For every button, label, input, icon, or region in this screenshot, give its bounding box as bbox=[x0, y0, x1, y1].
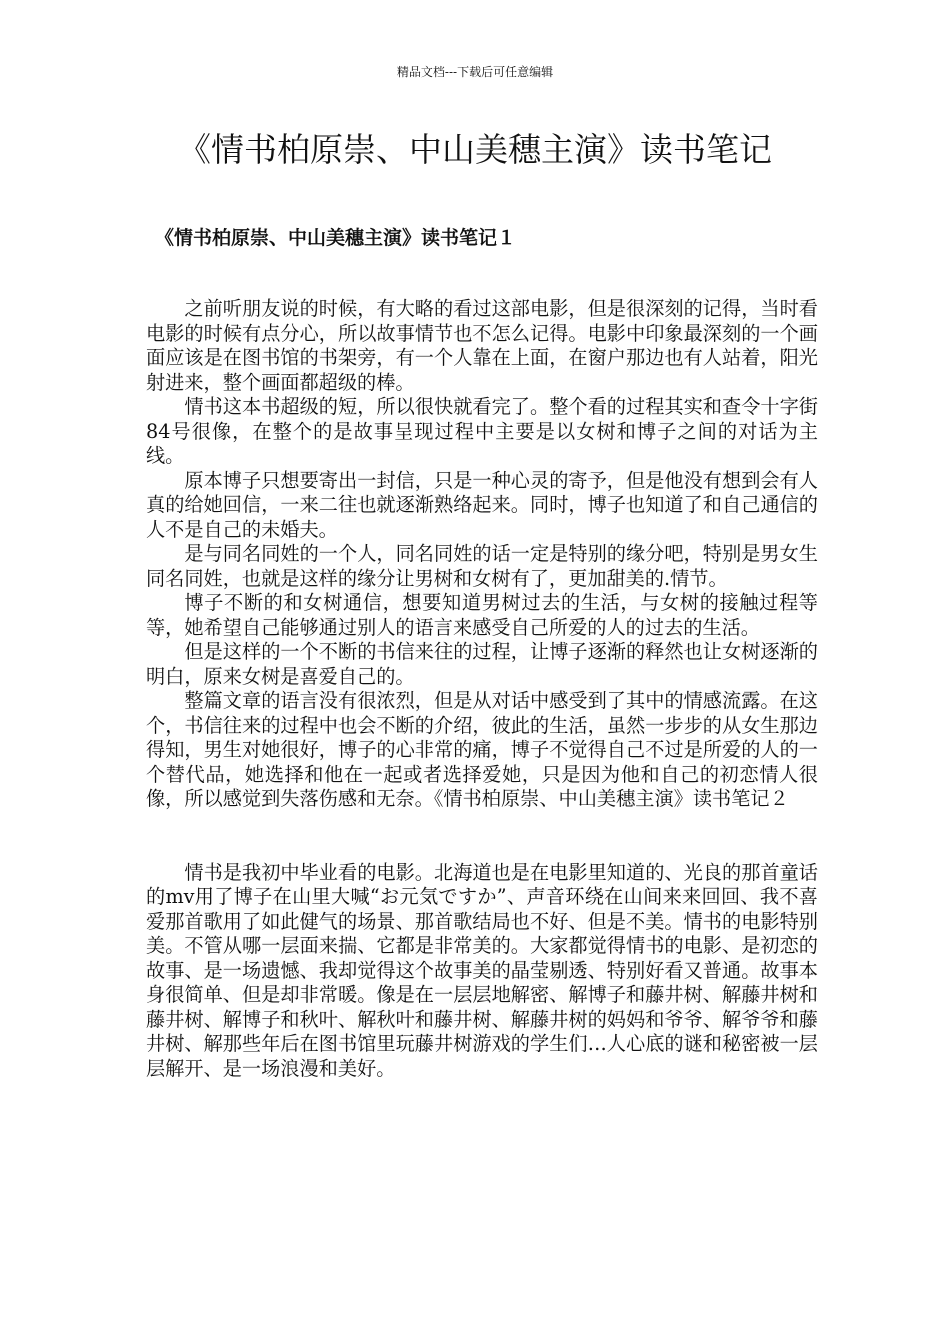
body-paragraph: 整篇文章的语言没有很浓烈，但是从对话中感受到了其中的情感流露。在这个，书信往来的过程中也会不断的介绍，彼此的生活，虽然一步步的从女生那边得知，男生对她很好，博子的心非常的痛，博子不觉得自己不过是所爱的人的一个替代品，她选择和他在一起或者选择爱她，只是因为他和自己的初恋情人很像，所以感觉到失落伤感和无奈。《情书柏原崇、中山美穗主演》读书笔记２ bbox=[146, 689, 818, 810]
body-paragraph: 博子不断的和女树通信，想要知道男树过去的生活，与女树的接触过程等等，她希望自己能够通过别人的语言来感受自己所爱的人的过去的生活。 bbox=[146, 591, 818, 639]
body-paragraph: 情书这本书超级的短，所以很快就看完了。整个看的过程其实和查令十字街84号很像，在整个的是故事呈现过程中主要是以女树和博子之间的对话为主线。 bbox=[146, 395, 818, 467]
body-paragraph: 是与同名同姓的一个人，同名同姓的话一定是特别的缘分吧，特别是男女生同名同姓，也就是这样的缘分让男树和女树有了，更加甜美的.情节。 bbox=[146, 542, 818, 590]
body-paragraph: 情书是我初中毕业看的电影。北海道也是在电影里知道的、光良的那首童话的mv用了博子在山里大喊“お元気ですか”、声音环绕在山间来来回回、我不喜爱那首歌用了如此健气的场景、那首歌结局也不好、但是不美。情书的电影特别美。不管从哪一层面来揣、它都是非常美的。大家都觉得情书的电影、是初恋的故事、是一场遗憾、我却觉得这个故事美的晶莹剔透、特别好看又普通。故事本身很简单、但是却非常暖。像是在一层层地解密、解博子和藤井树、解藤井树和藤井树、解博子和秋叶、解秋叶和藤井树、解藤井树的妈妈和爷爷、解爷爷和藤井树、解那些年后在图书馆里玩藤井树游戏的学生们…人心底的谜和秘密被一层层解开、是一场浪漫和美好。 bbox=[146, 860, 818, 1080]
document-body bbox=[146, 297, 818, 1081]
body-paragraph: 原本博子只想要寄出一封信，只是一种心灵的寄予，但是他没有想到会有人真的给她回信，一来二往也就逐渐熟络起来。同时，博子也知道了和自己通信的人不是自己的未婚夫。 bbox=[146, 468, 818, 541]
body-paragraph: 之前听朋友说的时候，有大略的看过这部电影，但是很深刻的记得，当时看电影的时候有点分心，所以故事情节也不怎么记得。电影中印象最深刻的一个画面应该是在图书馆的书架旁，有一个人靠在上面，在窗户那边也有人站着，阳光射进来，整个画面都超级的棒。 bbox=[146, 297, 818, 394]
section-heading: 《情书柏原崇、中山美穗主演》读书笔记１ bbox=[155, 227, 517, 249]
page-header: 精品文档---下载后可任意编辑 bbox=[396, 65, 554, 79]
paragraph-gap bbox=[146, 812, 818, 861]
body-paragraph: 但是这样的一个不断的书信来往的过程，让博子逐渐的释然也让女树逐渐的明白，原来女树是喜爱自己的。 bbox=[146, 640, 818, 688]
document-title: 《情书柏原崇、中山美穗主演》读书笔记 bbox=[178, 130, 772, 169]
